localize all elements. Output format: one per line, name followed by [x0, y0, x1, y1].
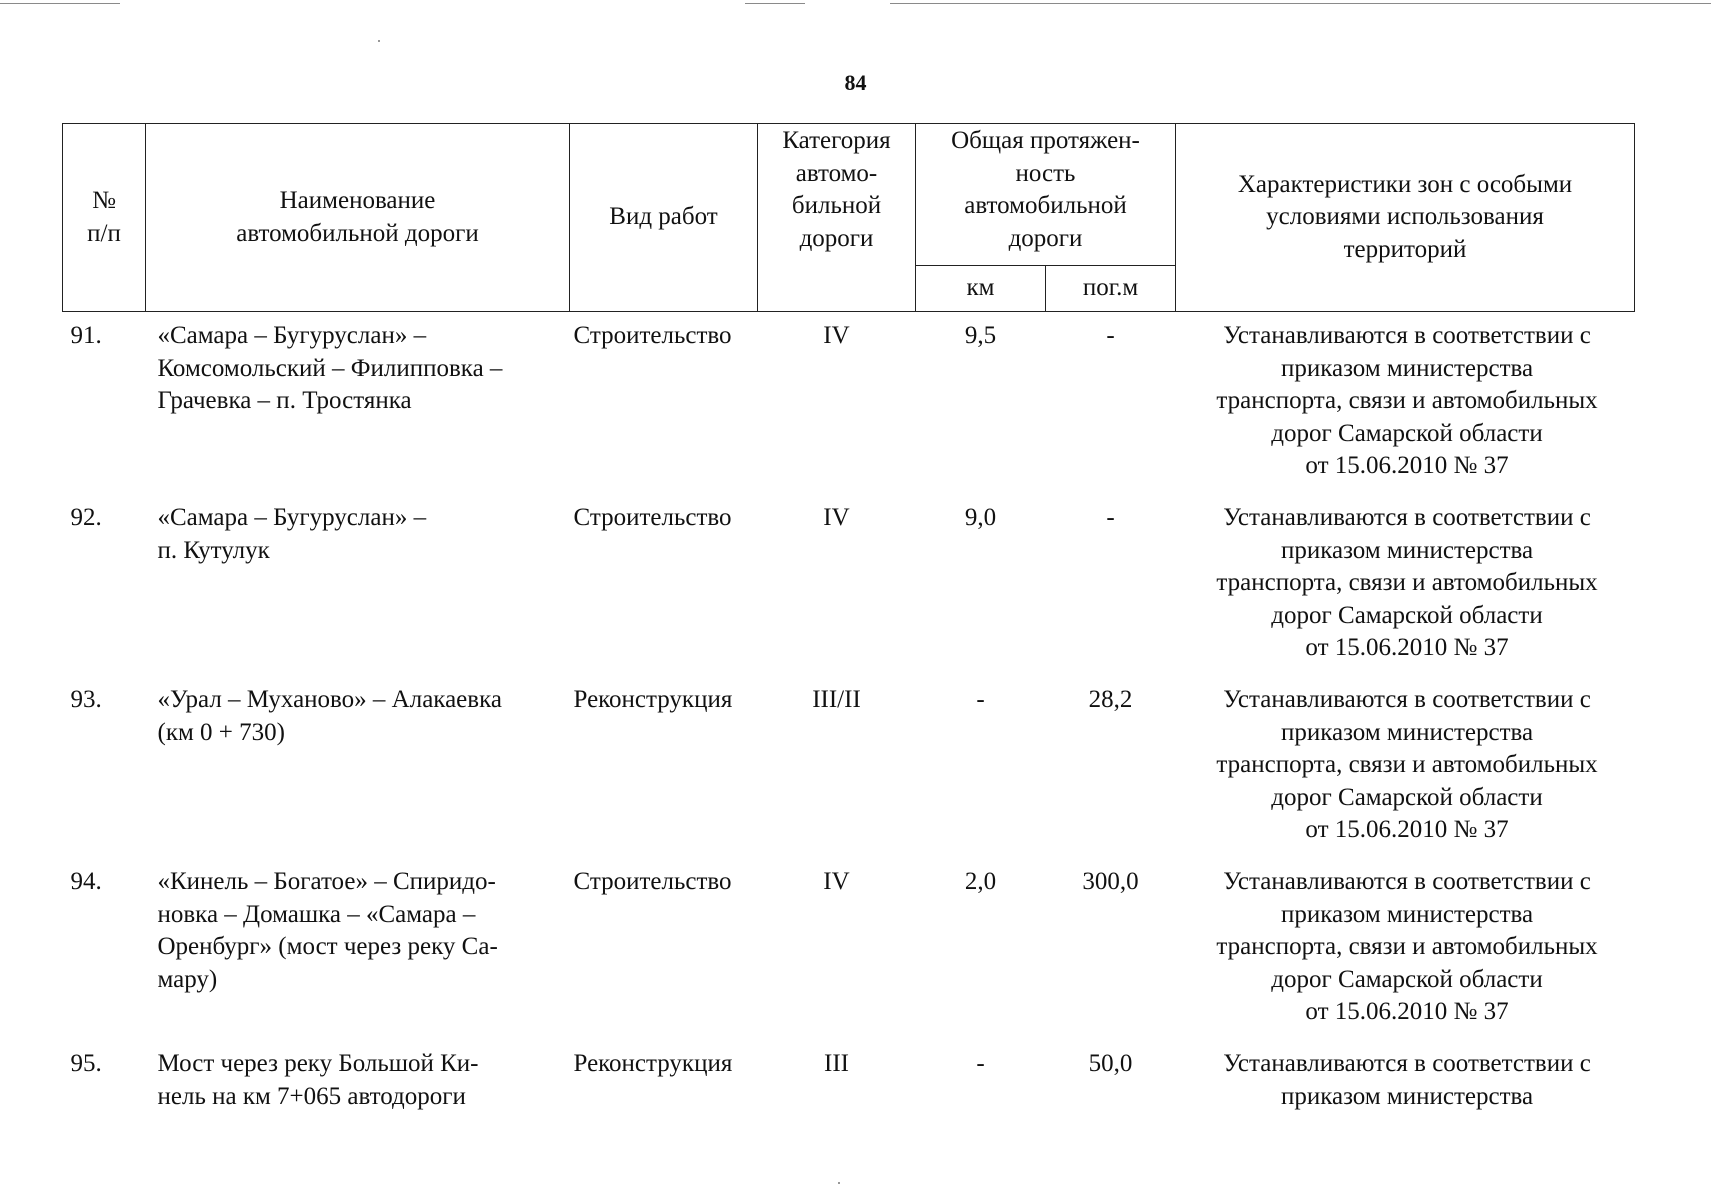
road-category: IV — [823, 322, 850, 349]
road-name: «Урал – Муханово» – Алакаевка (км 0 + 730) — [157, 686, 502, 746]
header-zone-characteristics: Характеристики зон с особыми условиями использования территорий — [1176, 124, 1635, 312]
length-km: - — [976, 1050, 985, 1077]
table-row — [63, 676, 1635, 858]
table-row — [63, 312, 1635, 495]
length-pogm: - — [1106, 322, 1115, 349]
work-type: Строительство — [573, 322, 732, 349]
header-total-length: Общая протяжен- ность автомобильной дороги — [916, 124, 1176, 266]
page-number: 84 — [844, 70, 867, 95]
table-row — [63, 1040, 1635, 1128]
header-km: км — [916, 266, 1046, 312]
table-body — [63, 312, 1635, 1129]
zone-characteristics: Устанавливаются в соответствии с приказом министерства транспорта, связи и автомобильных дорог Самарской области от 15.06.2010 № 37 — [1216, 322, 1598, 479]
zone-characteristics: Устанавливаются в соответствии с приказом министерства транспорта, связи и автомобильных дорог Самарской области от 15.06.2010 № 37 — [1216, 686, 1598, 843]
length-km: 9,5 — [964, 322, 997, 349]
length-pogm: 28,2 — [1088, 686, 1133, 713]
header-number: № п/п — [63, 124, 146, 312]
scan-speck — [378, 40, 380, 42]
row-number: 94. — [70, 868, 102, 895]
road-category: IV — [823, 868, 850, 895]
length-km: 9,0 — [964, 504, 997, 531]
zone-characteristics: Устанавливаются в соответствии с приказом министерства — [1223, 1050, 1591, 1110]
road-category: IV — [823, 504, 850, 531]
table-row — [63, 858, 1635, 1040]
road-name: Мост через реку Большой Ки- нель на км 7+065 автодороги — [157, 1050, 479, 1110]
row-number: 92. — [70, 504, 102, 531]
header-work-type: Вид работ — [570, 124, 758, 312]
length-km: 2,0 — [964, 868, 997, 895]
row-number: 91. — [70, 322, 102, 349]
work-type: Строительство — [573, 868, 732, 895]
header-road-category: Категория автомо- бильной дороги — [758, 124, 916, 312]
road-category: III/II — [812, 686, 861, 713]
road-name: «Самара – Бугуруслан» – п. Кутулук — [157, 504, 427, 564]
length-pogm: - — [1106, 504, 1115, 531]
header-pogm: пог.м — [1046, 266, 1176, 312]
zone-characteristics: Устанавливаются в соответствии с приказом министерства транспорта, связи и автомобильных дорог Самарской области от 15.06.2010 № 37 — [1216, 868, 1598, 1025]
length-pogm: 50,0 — [1088, 1050, 1133, 1077]
row-number: 93. — [70, 686, 102, 713]
row-number: 95. — [70, 1050, 102, 1077]
header-road-name: Наименование автомобильной дороги — [146, 124, 570, 312]
scan-edge-line — [890, 3, 1711, 4]
table-header — [63, 124, 1635, 312]
work-type: Реконструкция — [573, 686, 733, 713]
roads-table — [62, 123, 1635, 1128]
length-km: - — [976, 686, 985, 713]
scan-edge-line — [745, 3, 805, 4]
length-pogm: 300,0 — [1082, 868, 1139, 895]
road-category: III — [824, 1050, 849, 1077]
work-type: Строительство — [573, 504, 732, 531]
scan-edge-line — [0, 3, 120, 4]
zone-characteristics: Устанавливаются в соответствии с приказом министерства транспорта, связи и автомобильных дорог Самарской области от 15.06.2010 № 37 — [1216, 504, 1598, 661]
work-type: Реконструкция — [573, 1050, 733, 1077]
scan-speck — [838, 1182, 840, 1184]
table-row — [63, 494, 1635, 676]
road-name: «Самара – Бугуруслан» – Комсомольский – Филипповка – Грачевка – п. Тростянка — [157, 322, 503, 414]
road-name: «Кинель – Богатое» – Спиридо- новка – Домашка – «Самара – Оренбург» (мост через реку Са- мару) — [157, 868, 498, 993]
